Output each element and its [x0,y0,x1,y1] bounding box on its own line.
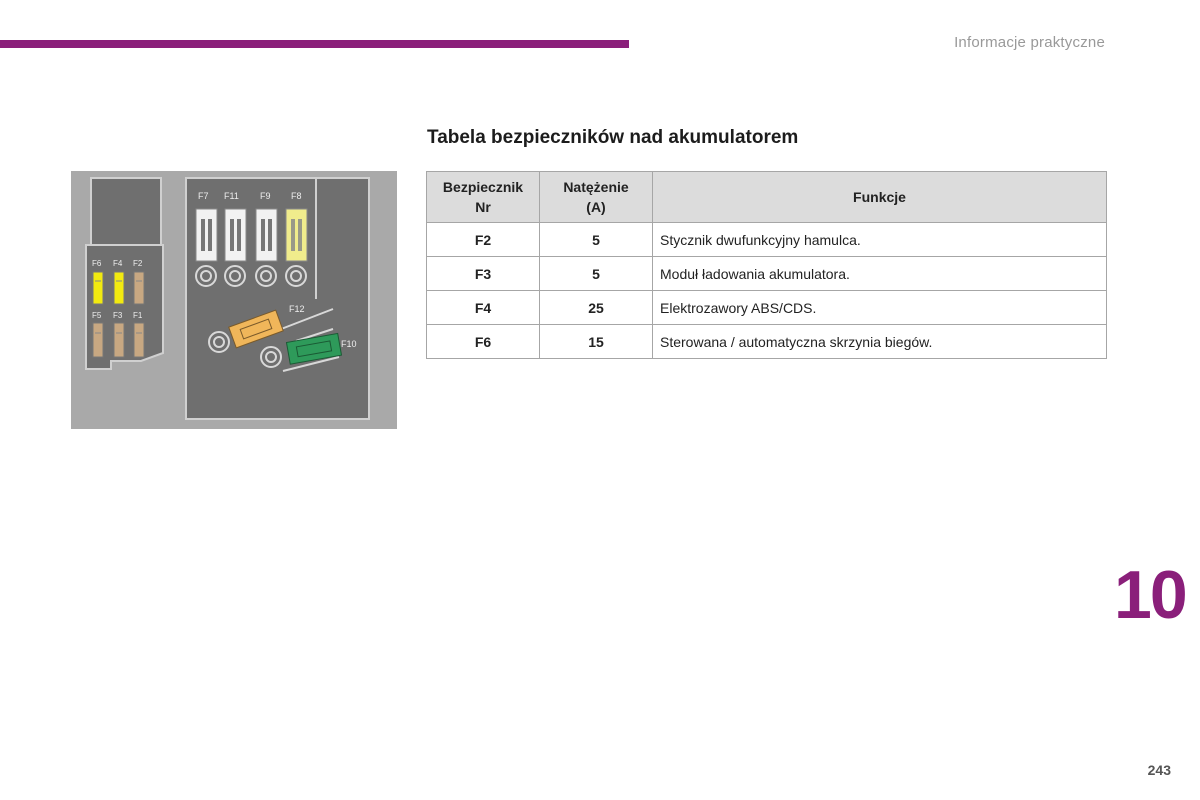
fuse-nr-cell: F2 [427,223,540,257]
fuse-nr-cell: F4 [427,291,540,325]
label-f3: F3 [113,311,123,320]
empty-housing [91,178,161,245]
header-accent-bar [0,40,629,48]
label-f1: F1 [133,311,143,320]
label-f2: F2 [133,259,143,268]
table-row [427,257,1107,291]
section-label: Informacje praktyczne [954,34,1105,51]
fuse-f7 [196,209,217,261]
fuse-f5 [93,323,103,357]
label-f8: F8 [291,191,302,201]
table-row [427,291,1107,325]
table-header-row [427,172,1107,223]
function-cell: Stycznik dwufunkcyjny hamulca. [653,223,1107,257]
fuse-f11 [225,209,246,261]
function-cell: Sterowana / automatyczna skrzynia biegów. [653,325,1107,359]
fuse-table [426,171,1107,359]
label-f10: F10 [341,339,357,349]
chapter-number: 10 [1114,557,1186,633]
fuse-nr-cell: F3 [427,257,540,291]
table-row [427,325,1107,359]
fuse-f4 [114,272,124,304]
fuse-f9 [256,209,277,261]
fuse-f8 [286,209,307,261]
page-number: 243 [1147,762,1171,778]
fuse-box-diagram [71,171,397,429]
fuse-nr-cell: F6 [427,325,540,359]
fuse-f1 [134,323,144,357]
amperage-cell: 5 [540,257,653,291]
header-fuse-nr: Bezpiecznik Nr [427,172,540,223]
amperage-cell: 5 [540,223,653,257]
fuse-f6 [93,272,103,304]
section-title: Tabela bezpieczników nad akumulatorem [427,127,799,148]
label-f4: F4 [113,259,123,268]
label-f5: F5 [92,311,102,320]
fuse-f2 [134,272,144,304]
label-f6: F6 [92,259,102,268]
header-amperage: Natężenie (A) [540,172,653,223]
function-cell: Moduł ładowania akumulatora. [653,257,1107,291]
label-f11: F11 [224,191,239,201]
table-row [427,223,1107,257]
amperage-cell: 15 [540,325,653,359]
label-f7: F7 [198,191,209,201]
fuse-f3 [114,323,124,357]
header-functions: Funkcje [653,172,1107,223]
amperage-cell: 25 [540,291,653,325]
function-cell: Elektrozawory ABS/CDS. [653,291,1107,325]
label-f9: F9 [260,191,271,201]
label-f12: F12 [289,304,305,314]
